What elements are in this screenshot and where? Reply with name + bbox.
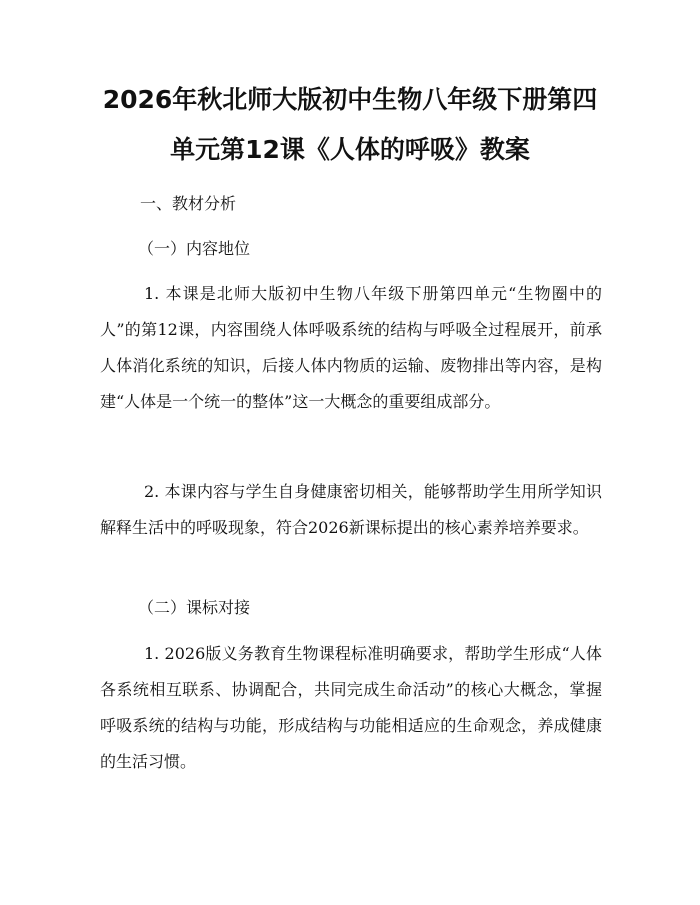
paragraph-content-position-2: 2. 本课内容与学生自身健康密切相关，能够帮助学生用所学知识解释生活中的呼吸现象，符合2026新课标提出的核心素养培养要求。 xyxy=(100,482,602,537)
subsection-heading-curriculum-standard: （二）课标对接 xyxy=(138,598,251,617)
section-heading-analysis: 一、教材分析 xyxy=(140,194,237,213)
paragraph-curriculum-standard-1: 1. 2026版义务教育生物课程标准明确要求，帮助学生形成“人体各系统相互联系、协调配合，共同完成生命活动”的核心大概念，掌握呼吸系统的结构与功能，形成结构与功能相适应的生命观念，养成健康的生活习惯。 xyxy=(100,644,602,771)
document-title-line-1: 2026年秋北师大版初中生物八年级下册第四 xyxy=(102,85,598,114)
subsection-heading-content-position: （一）内容地位 xyxy=(138,239,251,258)
document-title-line-2: 单元第12课《人体的呼吸》教案 xyxy=(170,135,530,164)
paragraph-content-position-1: 1. 本课是北师大版初中生物八年级下册第四单元“生物圈中的人”的第12课，内容围绕人体呼吸系统的结构与呼吸全过程展开，前承人体消化系统的知识，后接人体内物质的运输、废物排出等内容，是构建“人体是一个统一的整体”这一大概念的重要组成部分。 xyxy=(100,284,602,411)
